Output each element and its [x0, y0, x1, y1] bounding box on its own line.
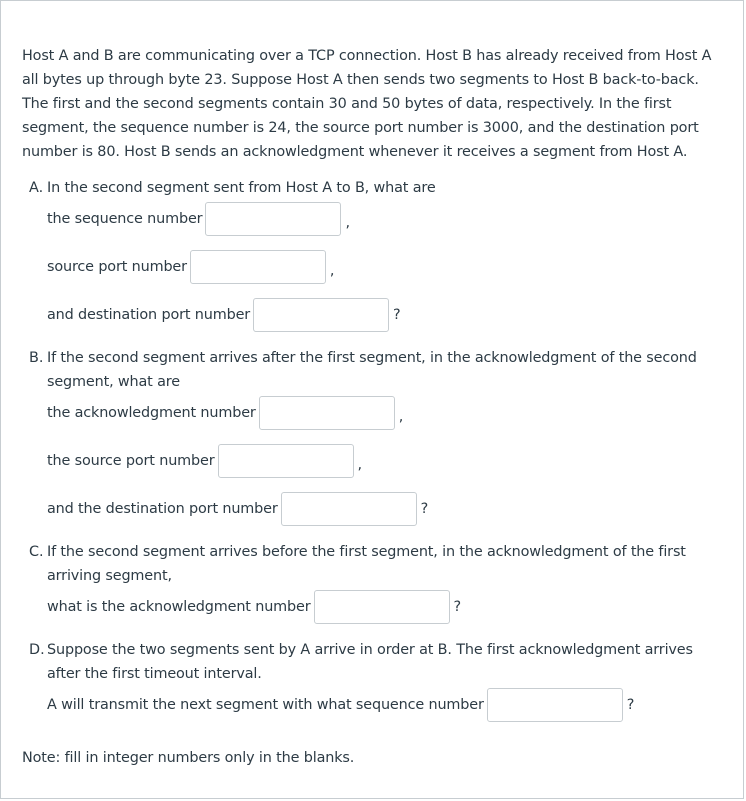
question-intro: Host A and B are communicating over a TCP connection. Host B has already received from Host A all bytes up through byte 23. Suppose Host A then sends two segments to Host B back-to-back. The first and the second segments contain 30 and 50 bytes of data, respectively. In the first segment, the sequence number is 24, the source port number is 3000, and the destination port number is 80. Host B sends an acknowledgment whenever it receives a segment from Host A.: [22, 48, 712, 160]
part-d-letter: D.: [29, 642, 45, 658]
part-b-heading: [22, 346, 728, 394]
part-b-dest-port-suffix: ?: [420, 501, 429, 517]
part-b-ack-input[interactable]: [259, 396, 395, 430]
part-d-seq-suffix: ?: [626, 697, 635, 713]
part-d-text: Suppose the two segments sent by A arrive in order at B. The first acknowledgment arrives after the first timeout interval.: [47, 642, 693, 682]
part-a-item-sequence: [47, 200, 728, 238]
part-c-ack-input[interactable]: [314, 590, 450, 624]
part-c-letter: C.: [29, 544, 44, 560]
part-a-source-port-label: source port number: [47, 259, 187, 275]
part-b-ack-label: the acknowledgment number: [47, 405, 256, 421]
part-b-dest-port-label: and the destination port number: [47, 501, 278, 517]
part-a-source-port-input[interactable]: [190, 250, 326, 284]
part-d-item-seq: [47, 686, 728, 724]
part-d-seq-label: A will transmit the next segment with what sequence number: [47, 697, 484, 713]
part-a-item-dest-port: [47, 296, 728, 334]
note-text: Note: fill in integer numbers only in the blanks.: [22, 750, 355, 766]
part-a-item-source-port: [47, 248, 728, 286]
part-b-dest-port-input[interactable]: [281, 492, 417, 526]
question-content: [22, 44, 728, 766]
part-b-item-source-port: [47, 442, 728, 480]
part-c-heading: [22, 540, 728, 588]
part-b-source-port-input[interactable]: [218, 444, 354, 478]
part-a-heading: [22, 176, 728, 200]
part-a-text: In the second segment sent from Host A to B, what are: [47, 180, 436, 196]
part-d-heading: [22, 638, 728, 686]
part-a-dest-port-suffix: ?: [393, 307, 401, 323]
part-a-dest-port-input[interactable]: [253, 298, 389, 332]
part-c-ack-label: what is the acknowledgment number: [47, 599, 311, 615]
part-c-text: If the second segment arrives before the first segment, in the acknowledgment of the first arriving segment,: [47, 544, 686, 584]
part-a-sequence-input[interactable]: [205, 202, 341, 236]
part-b-source-port-suffix: ,: [357, 457, 362, 473]
part-a-sequence-suffix: ,: [345, 215, 350, 231]
part-a-letter: A.: [29, 180, 44, 196]
part-b-source-port-label: the source port number: [47, 453, 215, 469]
part-c-ack-suffix: ?: [453, 599, 461, 615]
part-b-ack-suffix: ,: [398, 409, 404, 425]
part-b-item-ack: [47, 394, 728, 432]
part-b-text: If the second segment arrives after the first segment, in the acknowledgment of the second segment, what are: [47, 350, 697, 390]
part-a-sequence-label: the sequence number: [47, 211, 203, 227]
part-b-letter: B.: [29, 350, 44, 366]
part-d-seq-input[interactable]: [487, 688, 623, 722]
part-a-dest-port-label: and destination port number: [47, 307, 251, 323]
part-a-source-port-suffix: ,: [329, 263, 335, 279]
part-c-item-ack: [47, 588, 728, 626]
part-b-item-dest-port: [47, 490, 728, 528]
